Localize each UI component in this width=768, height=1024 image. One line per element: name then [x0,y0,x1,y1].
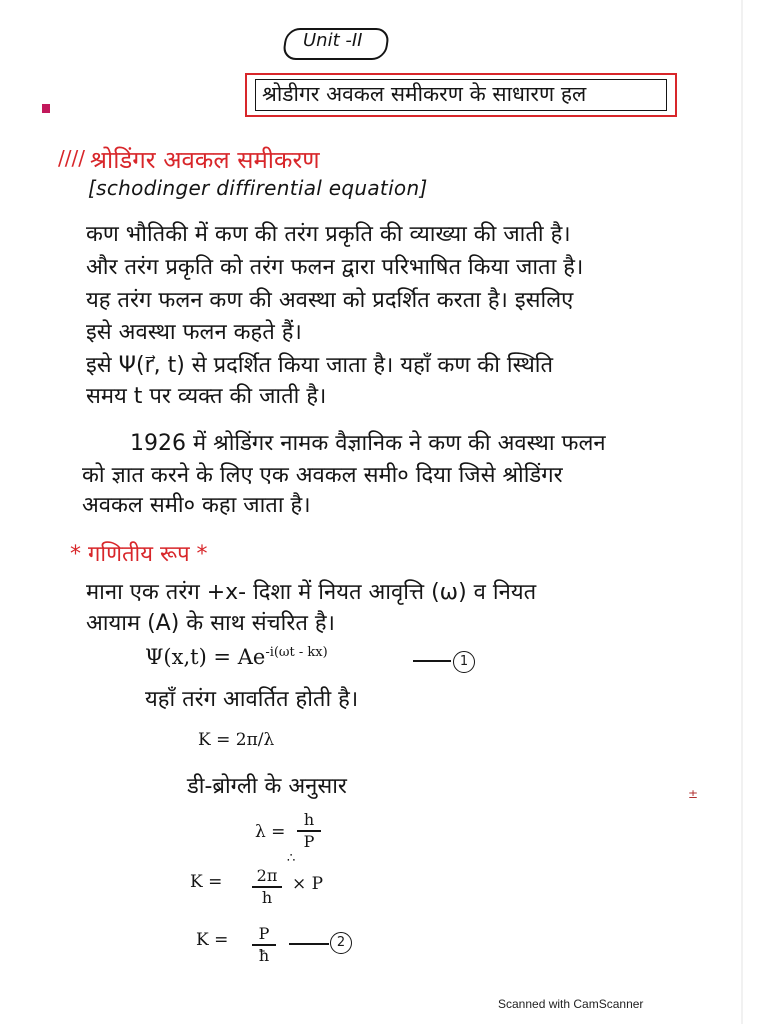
page-edge-shadow [741,0,743,1024]
fraction-numerator: h [303,810,315,829]
k3-equation-lhs: K = [196,930,229,950]
paragraph-line: को ज्ञात करने के लिए एक अवकल समी० दिया जिसे श्रोडिंगर [82,463,563,488]
fraction-denominator: P [303,831,315,851]
scanner-watermark: Scanned with CamScanner [498,997,644,1011]
k2-equation-lhs: K = [190,872,223,892]
k2-fraction [252,867,282,907]
paragraph-line: इसे Ψ(r⃗, t) से प्रदर्शित किया जाता है। यहाँ कण की स्थिति [86,353,553,378]
paragraph-line: कण भौतिकी में कण की तरंग प्रकृति की व्याख्या की जाती है। [86,222,571,247]
wavenumber-equation: K = 2π/λ [198,730,275,750]
k3-fraction [252,925,276,965]
fraction-numerator: P [258,924,270,943]
wave-equation [145,645,328,669]
paragraph-line: इसे अवस्था फलन कहते हैं। [86,320,302,345]
paragraph-line: और तरंग प्रकृति को तरंग फलन द्वारा परिभाषित किया जाता है। [86,255,584,280]
wavelength-fraction [297,811,321,851]
section-heading-english: [schodinger diffirential equation] [88,176,428,200]
bullet-mark [42,104,50,113]
periodic-wave-line: यहाँ तरंग आवर्तित होती है। [145,687,359,712]
wave-equation-base: Ψ(x,t) = Ae [145,645,266,669]
section-heading-hindi: श्रोडिंगर अवकल समीकरण [90,146,320,174]
fraction-numerator: 2π [256,866,278,885]
fraction-denominator: h [261,887,273,907]
math-intro-line: आयाम (A) के साथ संचरित है। [86,611,335,636]
debroglie-line: डी-ब्रोग्ली के अनुसार [187,774,347,799]
equation-number-2: 2 [330,932,352,954]
margin-mark: ± [688,787,699,801]
k2-equation-rhs: × P [292,874,324,894]
fraction-denominator: ħ [258,945,270,965]
wavelength-equation-lhs: λ = [255,822,286,842]
equation-number-1: 1 [453,651,475,673]
paragraph-line: यह तरंग फलन कण की अवस्था को प्रदर्शित करता है। इसलिए [86,288,574,313]
math-intro-line: माना एक तरंग +x- दिशा में नियत आवृत्ति (ω) व नियत [86,580,537,605]
equation-leader-line [413,660,451,662]
wave-equation-exponent: -i(ωt - kx) [265,645,328,660]
therefore-symbol: ∴ [287,851,296,866]
math-section-heading: * गणितीय रूप * [70,542,208,567]
paragraph-line: 1926 में श्रोडिंगर नामक वैज्ञानिक ने कण की अवस्था फलन [130,431,606,456]
page-title: श्रोडीगर अवकल समीकरण के साधारण हल [262,82,587,106]
paragraph-line: अवकल समी० कहा जाता है। [82,493,311,518]
equation-leader-line [289,943,329,945]
unit-label: Unit -II [303,30,363,51]
section-marker: //// [58,146,85,170]
paragraph-line: समय t पर व्यक्त की जाती है। [86,384,327,409]
